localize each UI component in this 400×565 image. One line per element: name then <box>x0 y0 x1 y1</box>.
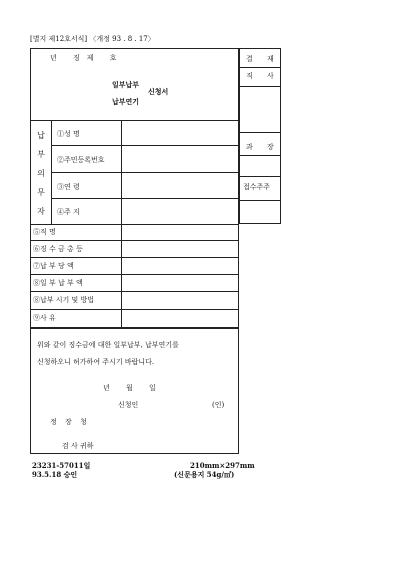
date-line: 년 월 일 <box>103 384 163 392</box>
rule <box>30 309 239 310</box>
seal-mark: (인) <box>212 401 225 409</box>
statement-line-2: 신청하오니 허가하여 주시기 바랍니다. <box>37 358 155 366</box>
rule <box>30 224 239 225</box>
recipient-org: 정 장 청 <box>50 418 90 426</box>
rule <box>30 257 239 258</box>
approval-head: 결 재 <box>246 55 280 63</box>
title-line-2: 납부연기 <box>112 97 140 106</box>
field-total-amount: ⑥징 수 금 총 등 <box>33 245 83 253</box>
footer-paper: (신문용지 54g/㎡) <box>174 470 235 479</box>
approval-row-2: 과 장 <box>246 143 280 151</box>
field-address: ④주 지 <box>57 208 80 216</box>
rule <box>30 291 239 292</box>
footer-date: 93.5.18 승인 <box>32 470 78 479</box>
field-name: ①성 명 <box>57 130 80 138</box>
approval-row-1: 직 사 <box>246 72 280 80</box>
rule <box>51 145 239 146</box>
rule <box>239 67 281 68</box>
reception-label: 접수주주 <box>243 183 271 191</box>
rule <box>239 155 281 156</box>
title-suffix: 신청서 <box>148 87 169 96</box>
recipient-title: 검 사 귀하 <box>62 442 94 450</box>
field-payment-method: ⑧납부 시기 및 방법 <box>33 296 95 304</box>
rule <box>239 132 281 133</box>
rule <box>30 120 239 121</box>
rule <box>239 200 281 201</box>
field-payable-amount: ⑦납 부 당 액 <box>33 262 74 270</box>
field-id-number: ②주민등록번호 <box>57 156 105 164</box>
title-line-1: 일부납부 <box>112 80 140 89</box>
rule <box>239 86 281 87</box>
form-label: [별지 제12호서식] 〈개정 93 . 8 . 17〉 <box>30 35 155 43</box>
doc-number: 년 징제 호 <box>50 54 124 62</box>
rule <box>51 198 239 199</box>
rule <box>30 240 239 241</box>
applicant-side-label: 납부의무자 <box>37 131 45 216</box>
rule <box>51 172 239 173</box>
rule <box>30 274 239 275</box>
field-job: ⑤직 명 <box>33 228 56 236</box>
footer-code: 23231-57011일 <box>32 461 91 470</box>
field-age: ③연 령 <box>57 183 80 191</box>
field-partial-amount: ⑧일 부 납 부 액 <box>33 279 83 287</box>
rule <box>239 176 281 177</box>
applicant-signature: 신청인 <box>118 401 139 409</box>
footer-size: 210mm×297mm <box>190 461 255 470</box>
field-reason: ⑨사 유 <box>33 314 56 322</box>
statement-line-1: 위와 같이 징수금에 대한 일부납부, 납부연기를 <box>37 341 179 349</box>
